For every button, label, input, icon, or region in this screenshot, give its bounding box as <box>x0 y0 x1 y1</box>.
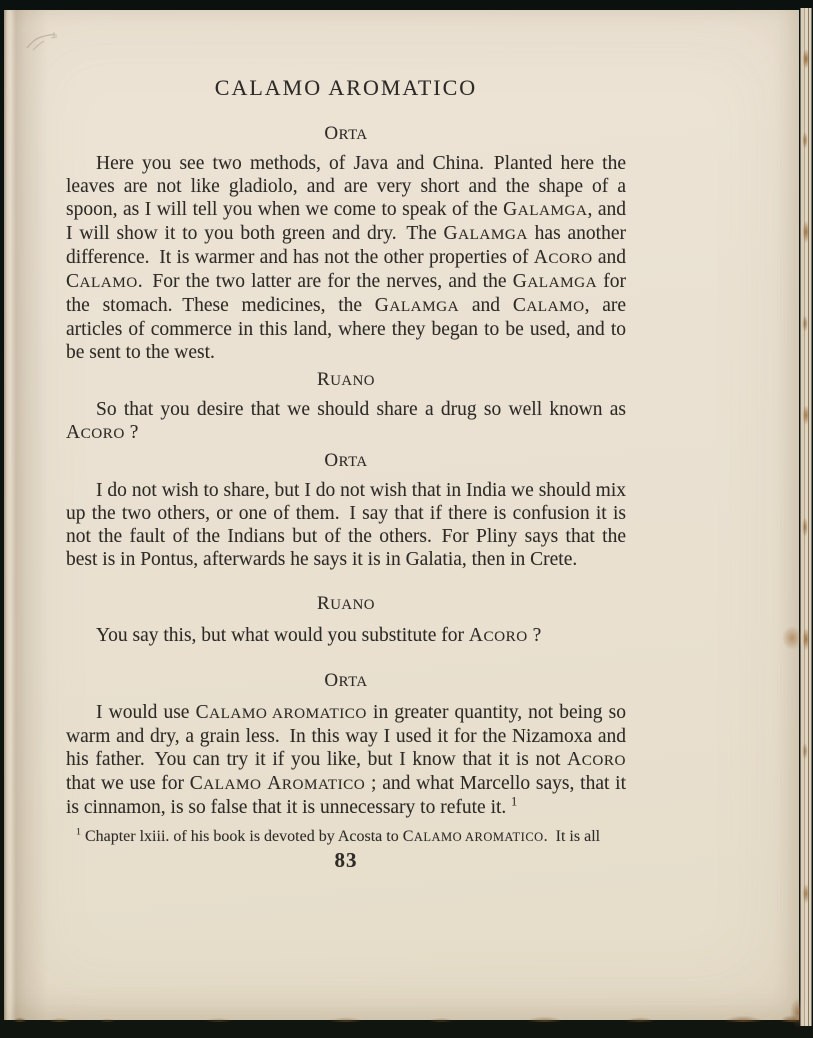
chapter-title: CALAMO AROMATICO <box>214 75 478 100</box>
text-column <box>66 75 626 873</box>
page-number: 83 <box>334 848 358 872</box>
dialogue-paragraph-orta-1: Here you see two methods, of Java and China. Planted here the leaves are not like gladiolo, and are very short and the shape of a spoon, as I will tell you when we come to speak of the GALAMGA, and I will show it to you both green and dry. The GALAMGA has another difference. It is warmer and has not the other properties of ACORO and CALAMO. For the two latter are for the nerves, and the GALAMGA for the stomach. These medicines, the GALAMGA and CALAMO, are articles of commerce in this land, where they began to be used, and to be sent to the west. <box>66 153 627 363</box>
speaker-heading-ruano-2: RUANO <box>317 593 375 614</box>
pencil-scribble <box>24 24 72 56</box>
dialogue-paragraph-orta-3: I would use CALAMO AROMATICO in greater quantity, not being so warm and dry, a grain less. In this way I used it for the Nizamoxa and his father. You can try it if you like, but I know that it is not ACORO that we use for CALAMO AROMATICO ; and what Marcello says, that it is cinnamon, is so false that it is unnecessary to refute it. $^1$ <box>66 702 626 818</box>
page-stack-edge <box>799 8 813 1026</box>
bottom-deckle-edge <box>4 1010 799 1022</box>
speaker-heading-ruano-1: RUANO <box>317 369 375 390</box>
dialogue-paragraph-ruano-1: So that you desire that we should share a drug so well known as ACORO ? <box>66 399 626 443</box>
footnote: $^1$ Chapter lxiii. of his book is devoted by Acosta to CALAMO AROMATICO. It is all <box>76 826 601 845</box>
dialogue-paragraph-orta-2: I do not wish to share, but I do not wish that in India we should mix up the two others, or one of them. I say that if there is confusion it is not the fault of the Indians but of the others. For Pliny says that the best is in Pontus, afterwards he says it is in Galatia, then in Crete. <box>66 480 626 570</box>
book-page <box>4 10 799 1020</box>
speaker-heading-orta-2: ORTA <box>324 450 368 471</box>
gutter-shadow <box>4 10 50 1020</box>
dialogue-paragraph-ruano-2: You say this, but what would you substitute for ACORO ? <box>96 625 542 646</box>
speaker-heading-orta-1: ORTA <box>324 123 368 144</box>
speaker-heading-orta-3: ORTA <box>324 670 368 691</box>
